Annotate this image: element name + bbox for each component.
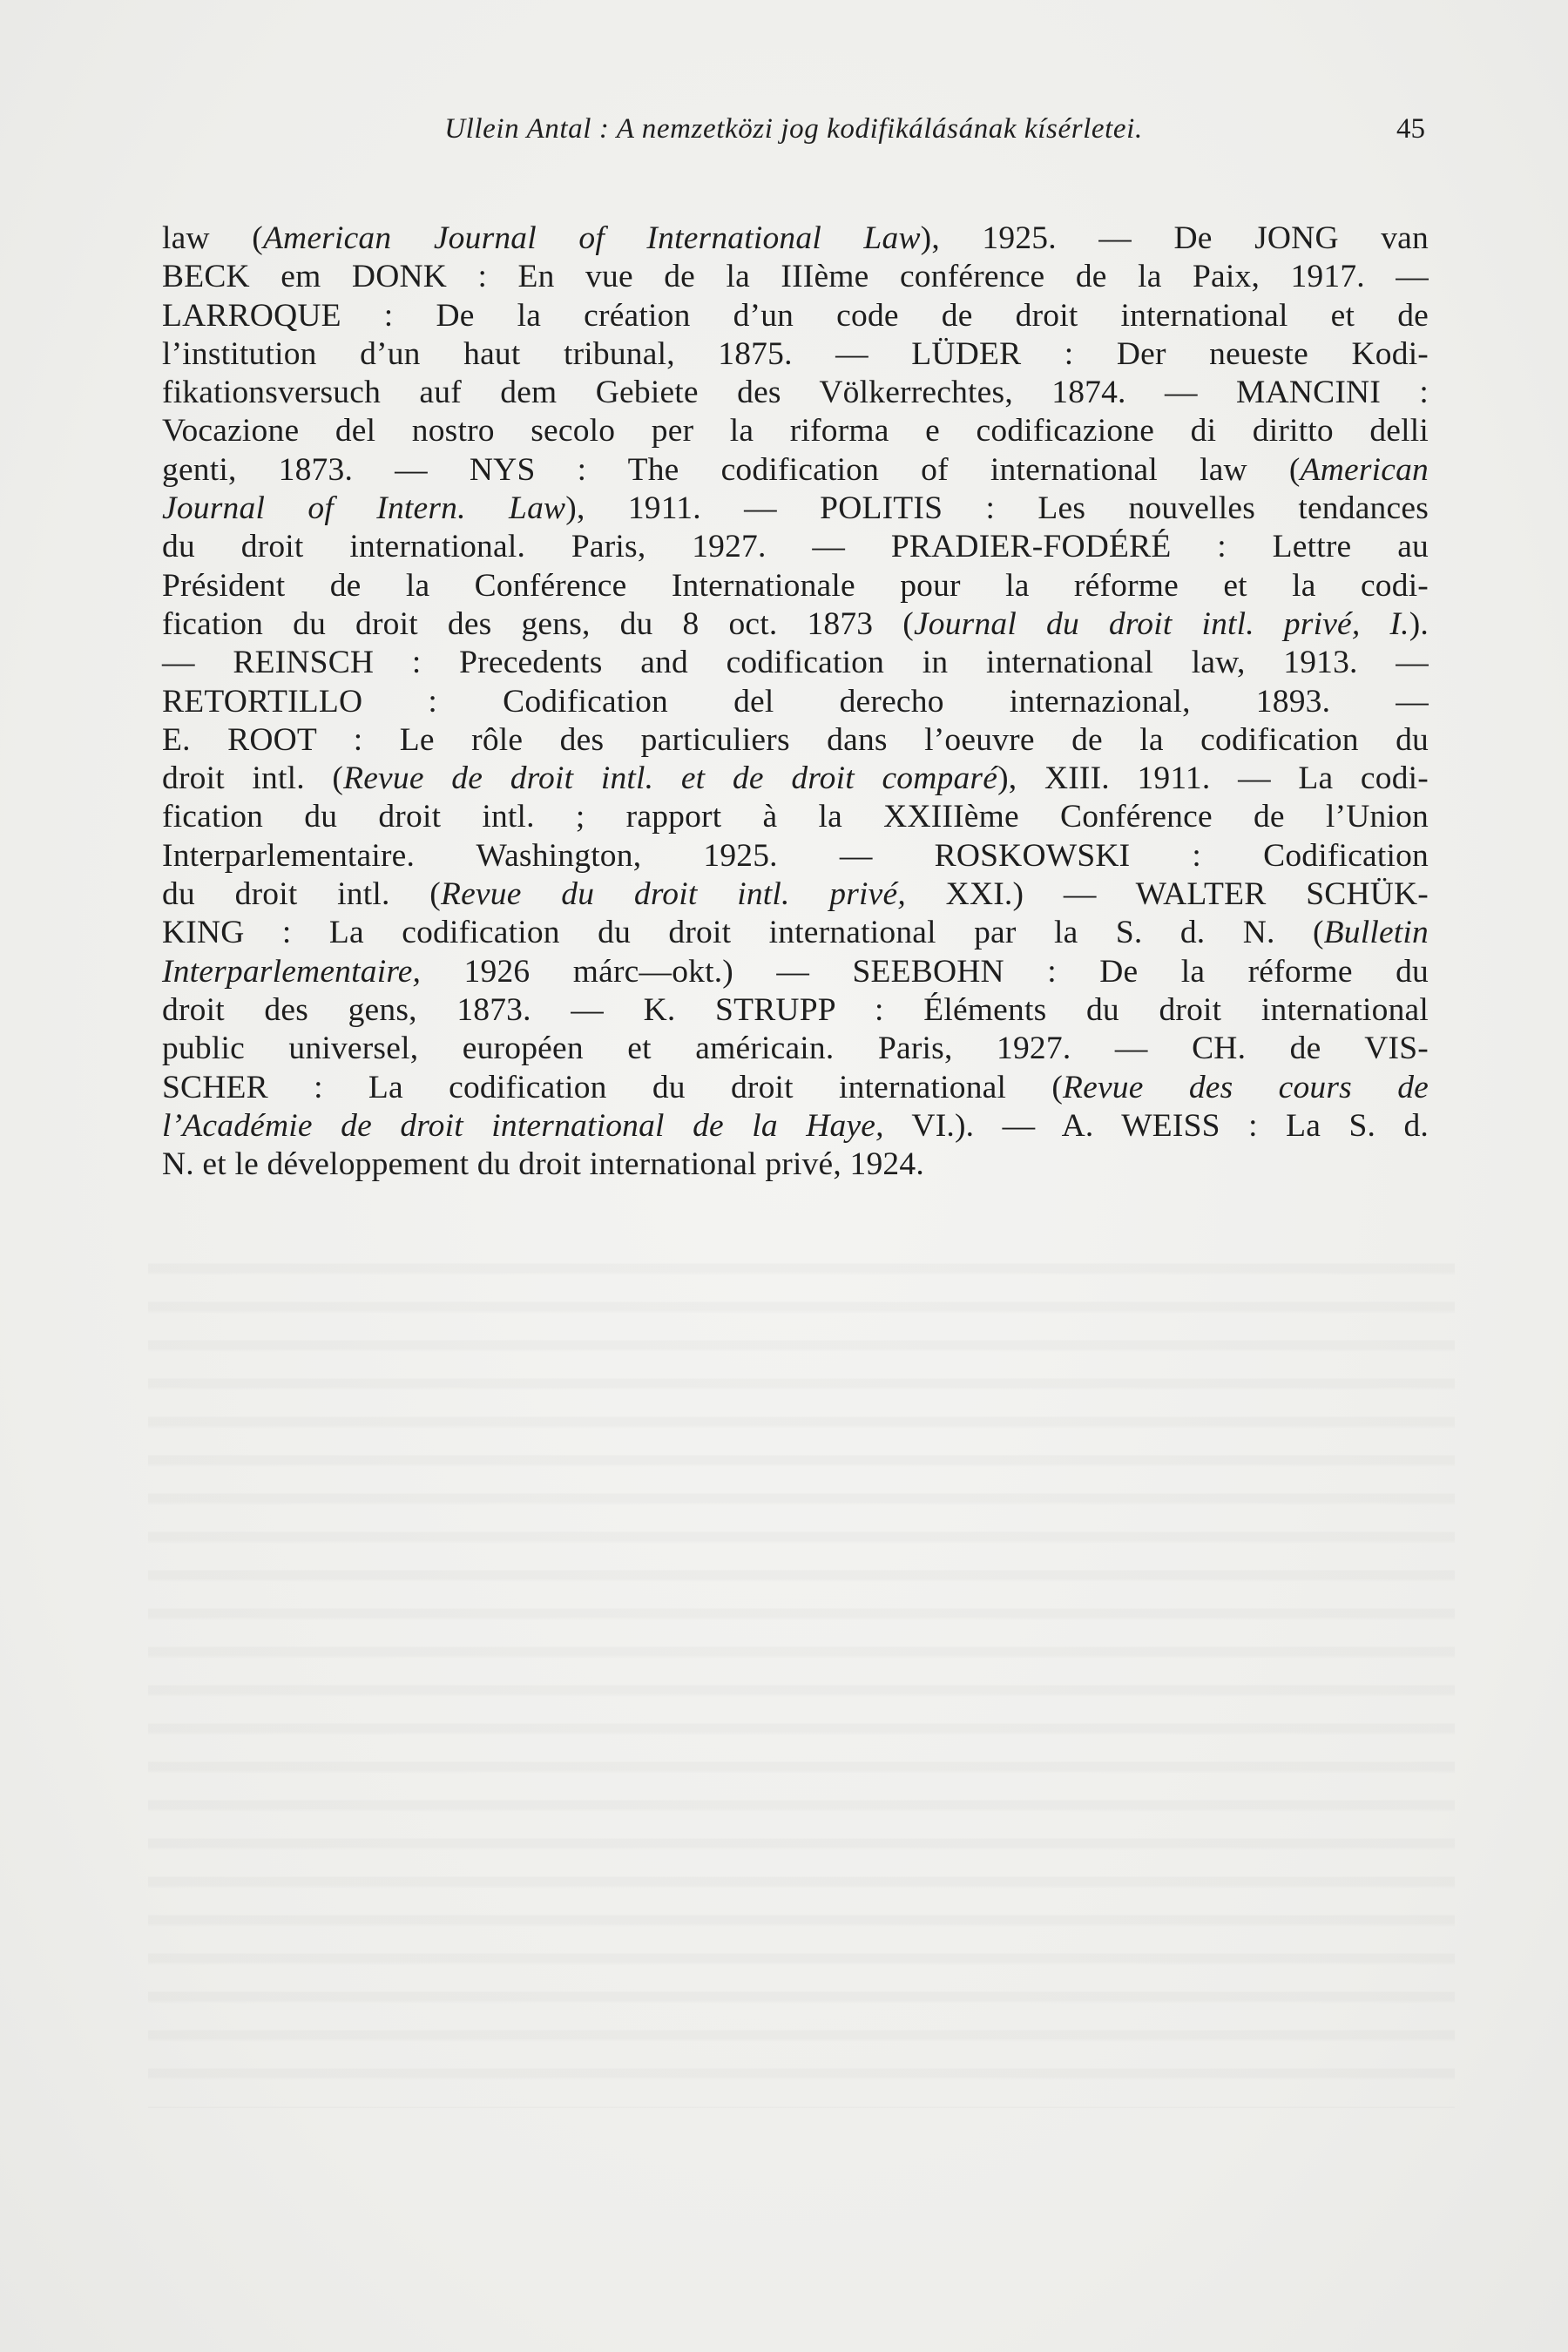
- text-line: [162, 451, 1429, 490]
- text-run: droit intl. (: [162, 760, 344, 797]
- text-run: public universel, européen et américain. Paris, 1927. — CH. de VIS-: [162, 1031, 1429, 1067]
- text-line: [162, 991, 1429, 1030]
- italic-run: Revue de droit intl. et de droit comparé: [343, 760, 998, 797]
- italic-run: Interparlementaire,: [162, 953, 422, 990]
- text-run: law (: [162, 220, 263, 256]
- text-line: [162, 1030, 1429, 1068]
- text-line: [162, 1107, 1429, 1146]
- italic-run: Journal du droit intl. privé, I.: [913, 605, 1409, 642]
- text-line: [162, 528, 1429, 566]
- italic-run: Revue des cours de: [1063, 1069, 1429, 1105]
- running-title: Ullein Antal : A nemzetközi jog kodifikálásának kísérletei.: [444, 113, 1143, 145]
- text-line: [162, 644, 1429, 682]
- text-run: LARROQUE : De la création d’un code de droit international et de: [162, 297, 1429, 334]
- text-run: ), 1925. — De JONG van: [920, 220, 1429, 256]
- text-line: [162, 1069, 1429, 1107]
- italic-run: Bulletin: [1323, 915, 1429, 951]
- page-number: 45: [1396, 113, 1425, 145]
- text-run: XXI.) — WALTER SCHÜK-: [905, 876, 1429, 913]
- text-run: ), 1911. — POLITIS : Les nouvelles tendances: [565, 490, 1429, 527]
- text-line: [162, 335, 1429, 374]
- italic-run: Revue du droit intl. privé,: [440, 876, 906, 913]
- text-run: genti, 1873. — NYS : The codification of international law (: [162, 451, 1301, 488]
- text-line: [162, 297, 1429, 335]
- text-line: [162, 567, 1429, 605]
- text-line: [162, 1146, 1429, 1184]
- text-run: VI.). — A. WEISS : La S. d.: [883, 1107, 1429, 1144]
- text-run: du droit intl. (: [162, 876, 441, 913]
- text-run: l’institution d’un haut tribunal, 1875. — LÜDER : Der neueste Kodi-: [162, 335, 1429, 372]
- italic-run: l’Académie de droit international de la Haye,: [162, 1107, 884, 1144]
- text-line: [162, 374, 1429, 412]
- text-run: droit des gens, 1873. — K. STRUPP : Éléments du droit international: [162, 991, 1429, 1028]
- italic-run: American Journal of International Law: [262, 220, 921, 256]
- text-run: — REINSCH : Precedents and codification in international law, 1913. —: [162, 645, 1429, 681]
- italic-run: American: [1300, 451, 1429, 488]
- text-line: [162, 798, 1429, 836]
- text-line: [162, 258, 1429, 296]
- text-run: SCHER : La codification du droit international (: [162, 1069, 1064, 1105]
- text-run: du droit international. Paris, 1927. — PRADIER-FODÉRÉ : Lettre au: [162, 529, 1429, 565]
- text-run: N. et le développement du droit international privé, 1924.: [162, 1146, 924, 1183]
- text-line: [162, 605, 1429, 644]
- text-run: ).: [1409, 605, 1429, 642]
- text-run: RETORTILLO : Codification del derecho internazional, 1893. —: [162, 683, 1429, 720]
- text-line: [162, 412, 1429, 450]
- text-line: [162, 914, 1429, 952]
- text-line: [162, 760, 1429, 798]
- text-line: [162, 953, 1429, 991]
- text-line: [162, 490, 1429, 528]
- text-run: Interparlementaire. Washington, 1925. — ROSKOWSKI : Codification: [162, 837, 1429, 874]
- text-run: E. ROOT : Le rôle des particuliers dans l’oeuvre de la codification du: [162, 721, 1429, 758]
- text-run: 1926 márc—okt.) — SEEBOHN : De la réforme du: [421, 953, 1429, 990]
- text-run: fication du droit intl. ; rapport à la XXIIIème Conférence de l’Union: [162, 799, 1429, 835]
- text-run: fikationsversuch auf dem Gebiete des Völkerrechtes, 1874. — MANCINI :: [162, 375, 1429, 411]
- text-line: [162, 683, 1429, 721]
- text-run: ), XIII. 1911. — La codi-: [997, 760, 1429, 797]
- show-through-texture: [148, 1237, 1455, 2108]
- text-line: [162, 837, 1429, 875]
- text-run: BECK em DONK : En vue de la IIIème conférence de la Paix, 1917. —: [162, 259, 1429, 295]
- text-run: KING : La codification du droit international par la S. d. N. (: [162, 915, 1324, 951]
- italic-run: Journal of Intern. Law: [162, 490, 566, 527]
- text-run: Président de la Conférence Internationale pour la réforme et la codi-: [162, 567, 1429, 604]
- text-line: [162, 875, 1429, 914]
- text-run: Vocazione del nostro secolo per la riforma e codificazione di diritto delli: [162, 413, 1429, 449]
- bibliography-paragraph: [162, 220, 1429, 1184]
- text-run: fication du droit des gens, du 8 oct. 1873 (: [162, 605, 914, 642]
- running-head: [162, 113, 1425, 155]
- text-line: [162, 721, 1429, 760]
- text-line: [162, 220, 1429, 258]
